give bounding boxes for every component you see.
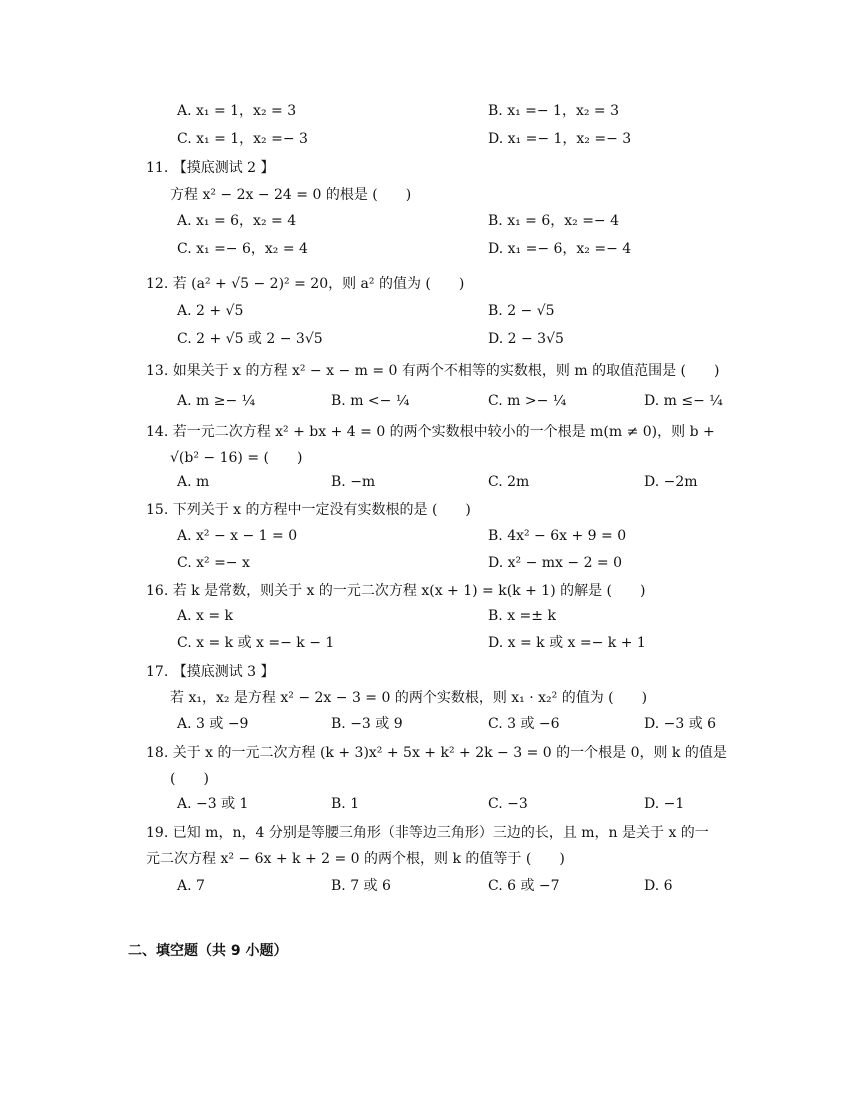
q11-option-b: B. x₁ = 6，x₂ =− 4 xyxy=(488,213,620,229)
q16-option-d: D. x = k 或 x =− k + 1 xyxy=(488,635,646,651)
q10-option-d: D. x₁ =− 1，x₂ =− 3 xyxy=(488,131,632,147)
q13-option-b: B. m <− ¼ xyxy=(331,393,410,409)
q12-stem: 12. 若 (a² + √5 − 2)² = 20，则 a² 的值为 ( ) xyxy=(146,276,465,292)
q13-option-a: A. m ≥− ¼ xyxy=(177,393,256,409)
q18-option-d: D. −1 xyxy=(644,796,685,812)
q16-option-a: A. x = k xyxy=(177,608,234,624)
q12-option-c: C. 2 + √5 或 2 − 3√5 xyxy=(177,331,323,347)
q10-option-b: B. x₁ =− 1，x₂ = 3 xyxy=(488,103,620,119)
q11-option-a: A. x₁ = 6，x₂ = 4 xyxy=(177,213,297,229)
q10-option-c: C. x₁ = 1，x₂ =− 3 xyxy=(177,131,308,147)
q14-option-a: A. m xyxy=(177,474,210,490)
q14-option-d: D. −2m xyxy=(644,474,698,490)
q18-option-a: A. −3 或 1 xyxy=(177,796,249,812)
q15-option-b: B. 4x² − 6x + 9 = 0 xyxy=(488,528,627,544)
q15-stem: 15. 下列关于 x 的方程中一定没有实数根的是 ( ) xyxy=(146,502,471,518)
q18-option-c: C. −3 xyxy=(488,796,528,812)
q14-option-c: C. 2m xyxy=(488,474,530,490)
q19-option-a: A. 7 xyxy=(177,878,205,894)
q17-option-a: A. 3 或 −9 xyxy=(177,716,249,732)
q13-stem: 13. 如果关于 x 的方程 x² − x − m = 0 有两个不相等的实数根，则 m 的取值范围是 ( ) xyxy=(146,363,720,379)
q17-option-c: C. 3 或 −6 xyxy=(488,716,560,732)
q19-stem-line1: 19. 已知 m，n，4 分别是等腰三角形（非等边三角形）三边的长，且 m，n 是关于 x 的一 xyxy=(146,825,709,841)
q12-option-d: D. 2 − 3√5 xyxy=(488,331,564,347)
q12-option-a: A. 2 + √5 xyxy=(177,303,244,319)
q18-stem-line1: 18. 关于 x 的一元二次方程 (k + 3)x² + 5x + k² + 2k − 3 = 0 的一个根是 0，则 k 的值是 xyxy=(146,745,727,761)
q14-stem-line1: 14. 若一元二次方程 x² + bx + 4 = 0 的两个实数根中较小的一个根是 m(m ≠ 0)，则 b + xyxy=(146,424,715,440)
q18-option-b: B. 1 xyxy=(331,796,360,812)
q19-option-d: D. 6 xyxy=(644,878,673,894)
q13-option-d: D. m ≤− ¼ xyxy=(644,393,723,409)
q15-option-c: C. x² =− x xyxy=(177,555,250,571)
q10-option-a: A. x₁ = 1，x₂ = 3 xyxy=(177,103,297,119)
q14-stem-line2: √(b² − 16) = ( ) xyxy=(170,450,303,466)
q11-option-d: D. x₁ =− 6，x₂ =− 4 xyxy=(488,241,632,257)
q11-number: 11. 【摸底测试 2 】 xyxy=(146,160,275,176)
q15-option-d: D. x² − mx − 2 = 0 xyxy=(488,555,623,571)
q17-stem: 若 x₁，x₂ 是方程 x² − 2x − 3 = 0 的两个实数根，则 x₁ · x₂² 的值为 ( ) xyxy=(170,690,648,706)
q17-option-d: D. −3 或 6 xyxy=(644,716,717,732)
q17-number: 17. 【摸底测试 3 】 xyxy=(146,664,275,680)
q16-stem: 16. 若 k 是常数，则关于 x 的一元二次方程 x(x + 1) = k(k + 1) 的解是 ( ) xyxy=(146,583,646,599)
q11-option-c: C. x₁ =− 6，x₂ = 4 xyxy=(177,241,308,257)
q17-option-b: B. −3 或 9 xyxy=(331,716,403,732)
q19-option-b: B. 7 或 6 xyxy=(331,878,391,894)
q19-stem-line2: 元二次方程 x² − 6x + k + 2 = 0 的两个根，则 k 的值等于 ( ) xyxy=(146,851,565,867)
q13-option-c: C. m >− ¼ xyxy=(488,393,567,409)
q19-option-c: C. 6 或 −7 xyxy=(488,878,560,894)
q11-stem: 方程 x² − 2x − 24 = 0 的根是 ( ) xyxy=(170,187,412,203)
q14-option-b: B. −m xyxy=(331,474,376,490)
q15-option-a: A. x² − x − 1 = 0 xyxy=(177,528,298,544)
q16-option-c: C. x = k 或 x =− k − 1 xyxy=(177,635,335,651)
q18-stem-line2: ( ) xyxy=(170,771,209,787)
q12-option-b: B. 2 − √5 xyxy=(488,303,555,319)
q16-option-b: B. x =± k xyxy=(488,608,556,624)
section-heading-fill-in: 二、填空题（共 9 小题） xyxy=(128,943,288,959)
